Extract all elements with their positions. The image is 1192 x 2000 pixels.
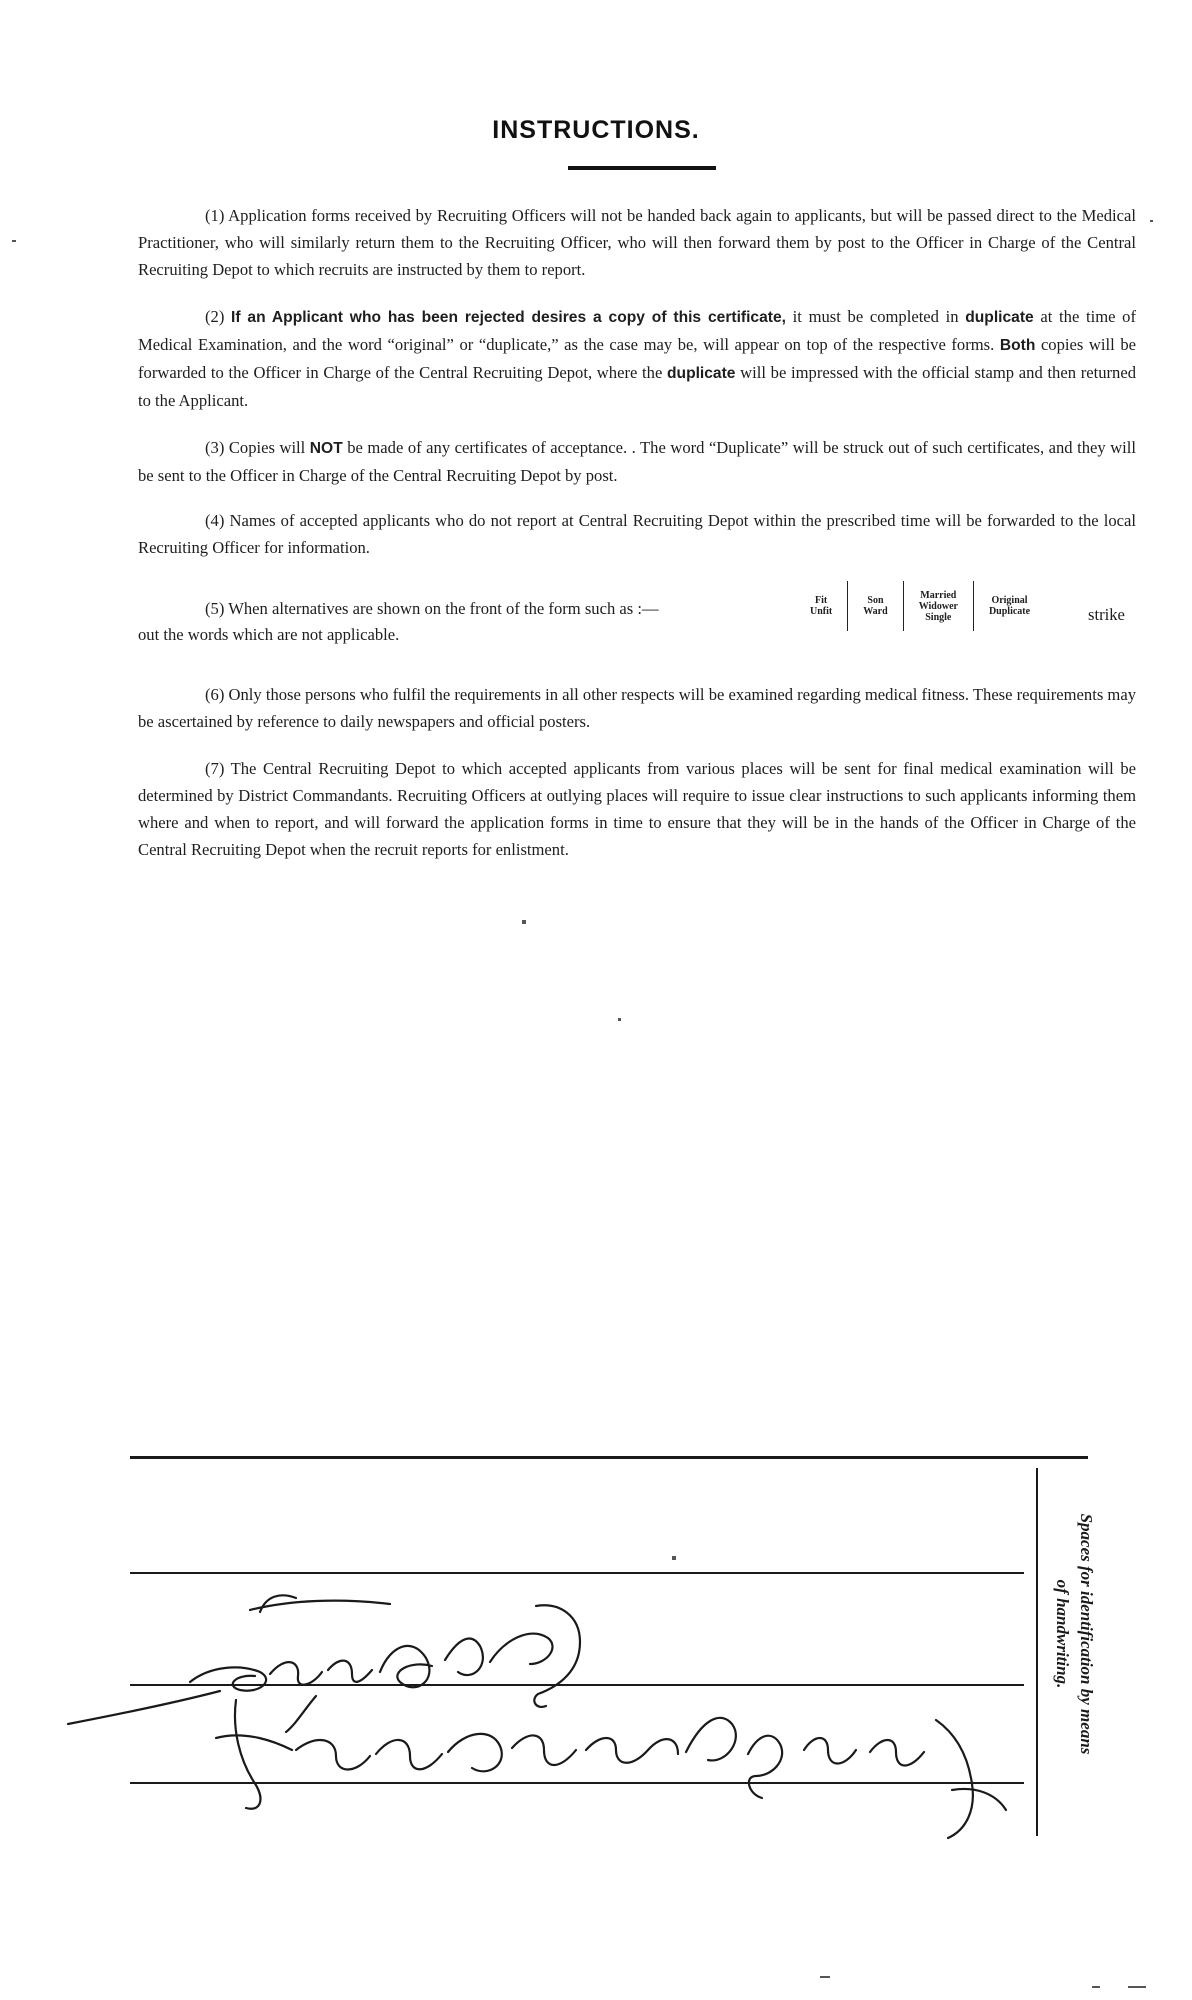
instruction-5-text: (5) When alternatives are shown on the front of the form such as :— [205, 599, 659, 618]
edge-mark [1150, 220, 1153, 222]
instruction-2: (2) If an Applicant who has been rejected desires a copy of this certificate, it must be completed in duplicate at the time of Medical Examination, and the word “original” or “duplicate,” as the case may be, will appear on top of the respective forms. Both copies will be forwarded to the Officer in Charge of the Central Recruiting Depot, where the duplicate will be impressed with the official stamp and then returned to the Applicant. [138, 307, 1136, 410]
instruction-1: (1) Application forms received by Recruiting Officers will not be handed back again to applicants, but will be passed direct to the Medical Practitioner, who will similarly return them to the Recruiting Officer, who will then forward them by post to the Officer in Charge of the Central Recruiting Depot to which recruits are instructed by them to report. [138, 206, 1136, 279]
print-speck [672, 1556, 676, 1560]
section-vertical-rule [1036, 1468, 1038, 1836]
instruction-3: (3) Copies will NOT be made of any certificates of acceptance. . The word “Duplicate” will be struck out of such certificates, and they will be sent to the Officer in Charge of the Central Recruiting Depot by post. [138, 438, 1137, 485]
page-title: INSTRUCTIONS. [492, 116, 700, 144]
section-top-rule [130, 1456, 1088, 1459]
edge-mark [1128, 1986, 1146, 1988]
alternative-original-duplicate: Original Duplicate [973, 581, 1045, 631]
instruction-5 [138, 581, 1136, 661]
print-speck [522, 920, 526, 924]
edge-mark [12, 240, 16, 242]
alternative-son-ward: Son Ward [847, 581, 902, 631]
instruction-4: (4) Names of accepted applicants who do not report at Central Recruiting Depot within the prescribed time will be forwarded to the local Recruiting Officer for information. [138, 511, 1136, 557]
handwriting-line-1 [130, 1572, 1024, 1574]
alternative-fit-unfit: Fit Unfit [810, 595, 833, 617]
handwriting-side-label: Spaces for identification by means of handwriting. [1053, 1513, 1096, 1755]
instruction-6: (6) Only those persons who fulfil the requirements in all other respects will be examined regarding medical fitness. These requirements may be ascertained by reference to daily newspapers and official posters. [138, 685, 1136, 731]
edge-mark [1092, 1986, 1100, 1988]
edge-mark [820, 1976, 830, 1978]
instruction-5-continued: out the words which are not applicable. [138, 625, 400, 644]
instruction-5-strike: strike [1088, 605, 1125, 624]
signature-statement-handwriting [196, 1690, 1016, 1850]
print-speck [618, 1018, 621, 1021]
instruction-7: (7) The Central Recruiting Depot to which accepted applicants from various places will be sent for final medical examination will be determined by District Commandants. Recruiting Officers at outlying places will require to issue clear instructions to such applicants informing them where and when to report, and will forward the application forms in time to ensure that they will be in the hands of the Officer in Charge of the Central Recruiting Depot when the recruit reports for enlistment. [138, 759, 1136, 859]
title-underline [568, 166, 716, 170]
alternative-marital-status: Married Widower Single [903, 581, 973, 631]
alternatives-example [795, 581, 1045, 631]
instructions-list [138, 202, 1136, 883]
